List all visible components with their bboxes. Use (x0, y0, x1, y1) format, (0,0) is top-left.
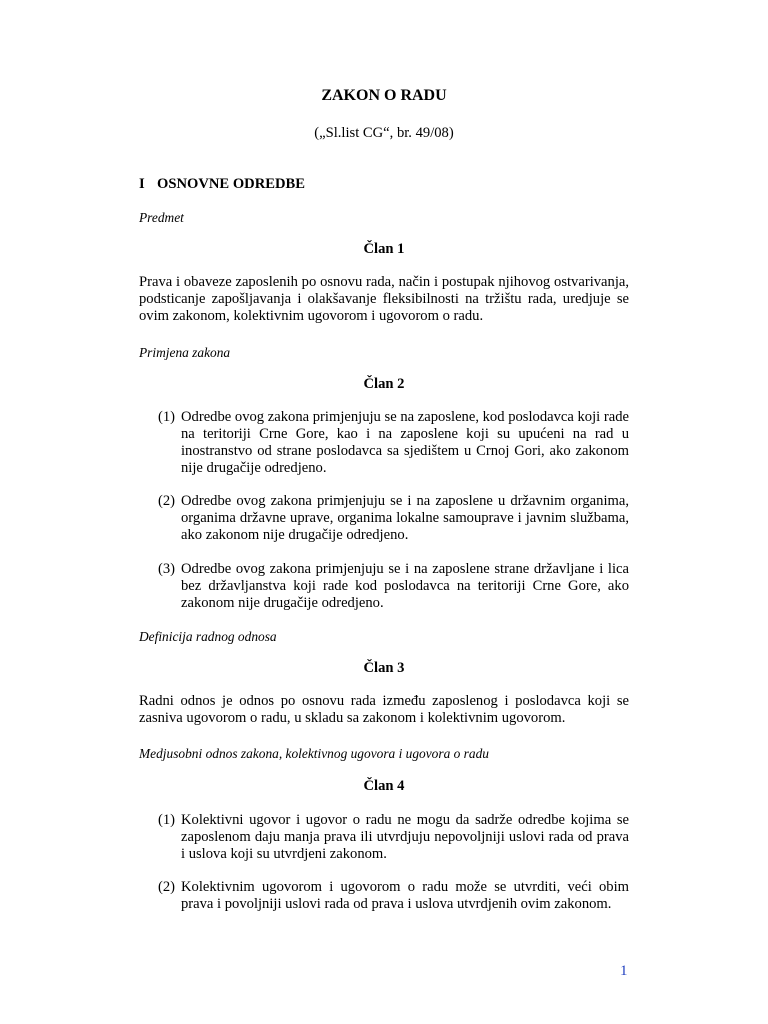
item-text: Kolektivnim ugovorom i ugovorom o radu može se utvrditi, veći obim prava i povoljniji uslovi rada od prava i uslova utvrdjenih ovim zakonom. (181, 879, 629, 912)
item-marker: (3) (158, 561, 176, 577)
article-1-title: Član 1 (363, 241, 405, 257)
page-number: 1 (620, 963, 628, 979)
article-4-title: Član 4 (363, 778, 405, 794)
item-text: Odredbe ovog zakona primjenjuju se i na zaposlene u državnim organima, organima državne uprave, organima lokalne samouprave i javnim službama, ako zakonom nije drugačije odredjeno. (181, 493, 629, 543)
article-2-title: Član 2 (363, 376, 405, 392)
article-4-item-2 (139, 879, 629, 913)
item-text: Odredbe ovog zakona primjenjuju se i na zaposlene strane državljane i lica bez državljanstva koji rade kod poslodavca na teritoriji Crne Gore, ako zakonom nije drugačije odredjeno. (181, 561, 629, 611)
article-2-item-3 (139, 561, 629, 612)
item-marker: (2) (158, 493, 176, 509)
document-title: ZAKON O RADU (321, 87, 447, 104)
section-heading-primjena-zakona: Primjena zakona (139, 345, 231, 360)
article-3-title: Član 3 (363, 660, 405, 676)
article-1-paragraph: Prava i obaveze zaposlenih po osnovu rada, način i postupak njihovog ostvarivanja, podsticanje zapošljavanja i olakšavanje fleksibilnosti na tržištu rada, uredjuje se ovim zakonom, kolektivnim ugovorom i ugovorom o radu. (139, 274, 629, 324)
article-4-item-1 (139, 812, 629, 863)
gazette-reference: („Sl.list CG“, br. 49/08) (314, 125, 454, 141)
item-text: Odredbe ovog zakona primjenjuju se na zaposlene, kod poslodavca koji rade na teritoriji Crne Gore, kao i na zaposlene koji su upućeni na rad u inostranstvo od strane poslodavca sa sjedištem u Crnoj Gori, ako zakonom nije drugačije odredjeno. (181, 409, 629, 476)
chapter-number: I (139, 176, 145, 192)
section-heading-definicija: Definicija radnog odnosa (139, 629, 277, 644)
item-marker: (2) (158, 879, 176, 895)
item-marker: (1) (158, 812, 176, 828)
item-marker: (1) (158, 409, 176, 425)
article-2-item-1 (139, 409, 629, 477)
item-text: Kolektivni ugovor i ugovor o radu ne mogu da sadrže odredbe kojima se zaposlenom daju manja prava ili utvrdjuju nepovoljniji uslovi rada od prava i uslova koji su utvrdjeni zakonom. (181, 812, 629, 862)
article-2-item-2 (139, 493, 629, 544)
section-heading-medjusobni-odnos: Medjusobni odnos zakona, kolektivnog ugovora i ugovora o radu (139, 746, 489, 761)
section-heading-predmet: Predmet (139, 210, 184, 225)
article-3-paragraph: Radni odnos je odnos po osnovu rada između zaposlenog i poslodavca koji se zasniva ugovorom o radu, u skladu sa zakonom i kolektivnim ugovorom. (139, 693, 629, 726)
chapter-title: OSNOVNE ODREDBE (157, 176, 305, 192)
chapter-heading (139, 176, 305, 193)
